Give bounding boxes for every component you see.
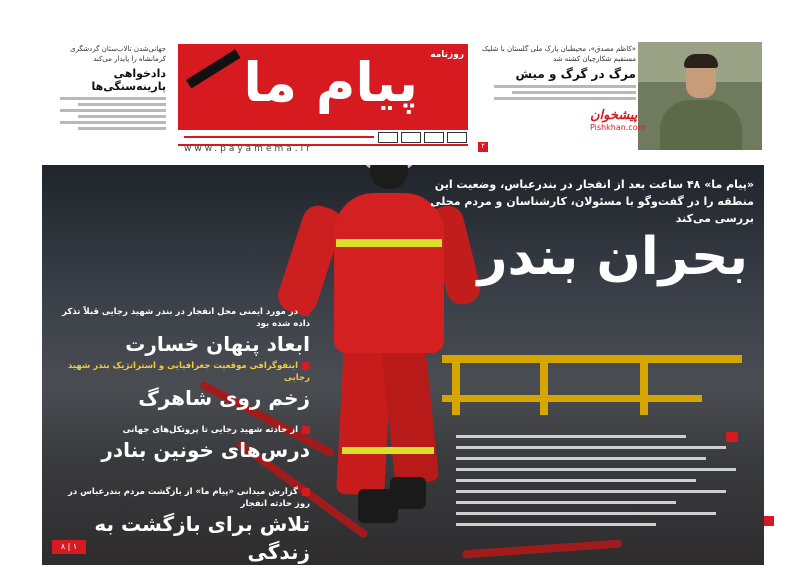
website-url[interactable]: www.payamema.ir bbox=[184, 144, 313, 154]
lead-body-tag bbox=[726, 432, 738, 442]
story-lessons[interactable] bbox=[50, 424, 310, 464]
mourning-stripe bbox=[186, 49, 240, 88]
right-teaser-body-text bbox=[476, 85, 636, 100]
side-marker bbox=[764, 516, 774, 526]
left-teaser[interactable] bbox=[42, 44, 166, 152]
story-damage[interactable] bbox=[50, 306, 310, 358]
story-headline[interactable]: ابعاد پنهان خسارت bbox=[125, 332, 310, 356]
right-teaser[interactable] bbox=[476, 44, 636, 148]
story-return[interactable] bbox=[50, 486, 310, 566]
newspaper-label: روزنامه bbox=[430, 50, 464, 60]
page-corner-label: ۸ | ۱ bbox=[52, 540, 86, 554]
main-headline[interactable]: بحران بندر bbox=[477, 227, 748, 287]
index-boxes bbox=[378, 132, 467, 143]
right-teaser-headline[interactable]: مرگ در گرگ و میش bbox=[515, 67, 636, 81]
lead-intro: «پیام ما» ۴۸ ساعت بعد از انفجار در بندرعباس، وضعیت این منطقه را در گفت‌وگو با مسئولان، کارشناسان و مردم محلی بررسی می‌کند bbox=[430, 178, 754, 225]
story-headline[interactable]: تلاش برای بازگشت به زندگی bbox=[94, 512, 310, 564]
masthead bbox=[178, 40, 468, 158]
right-teaser-kicker: «کاظم مصدق»، محیطبان پارک ملی گلستان با شلیک مستقیم شکارچیان کشته شد bbox=[481, 45, 636, 63]
story-headline[interactable]: درس‌های خونین بنادر bbox=[101, 438, 310, 462]
watermark-url[interactable]: Pishkhan.com bbox=[590, 123, 646, 132]
story-kicker: گزارش میدانی «پیام ما» از بازگشت مردم بندرعباس در روز حادثه انفجار bbox=[67, 487, 310, 509]
story-kicker: در مورد ایمنی محل انفجار در بندر شهید رجایی قبلاً تذکر داده شده بود bbox=[62, 307, 310, 329]
watermark-text: پیشخوان bbox=[590, 108, 638, 123]
left-teaser-kicker: جهانی‌شدن تالاب‌ستان گردشگری کرمانشاه را پایدار می‌کند bbox=[70, 45, 166, 63]
issue-meta-text bbox=[184, 136, 374, 138]
right-teaser-page-number: ۲ bbox=[478, 142, 488, 152]
masthead-title: پیام ما bbox=[243, 51, 418, 114]
left-teaser-body-text bbox=[42, 97, 166, 130]
left-teaser-headline[interactable]: دادخواهی پارینه‌سنگی‌ها bbox=[91, 67, 166, 93]
story-kicker: از حادثه شهید رجایی تا پروتکل‌های جهانی bbox=[50, 424, 310, 436]
story-headline[interactable]: زخم روی شاهرگ bbox=[138, 386, 310, 410]
ranger-portrait-photo bbox=[638, 42, 762, 150]
story-infographic[interactable] bbox=[50, 360, 310, 412]
pishkhan-watermark bbox=[590, 108, 650, 132]
story-kicker: اینفوگرافی موقعیت جغرافیایی و استراتژیک بندر شهید رجایی bbox=[67, 361, 310, 383]
lead-body-text bbox=[456, 430, 752, 550]
masthead-logo-box bbox=[178, 44, 468, 130]
